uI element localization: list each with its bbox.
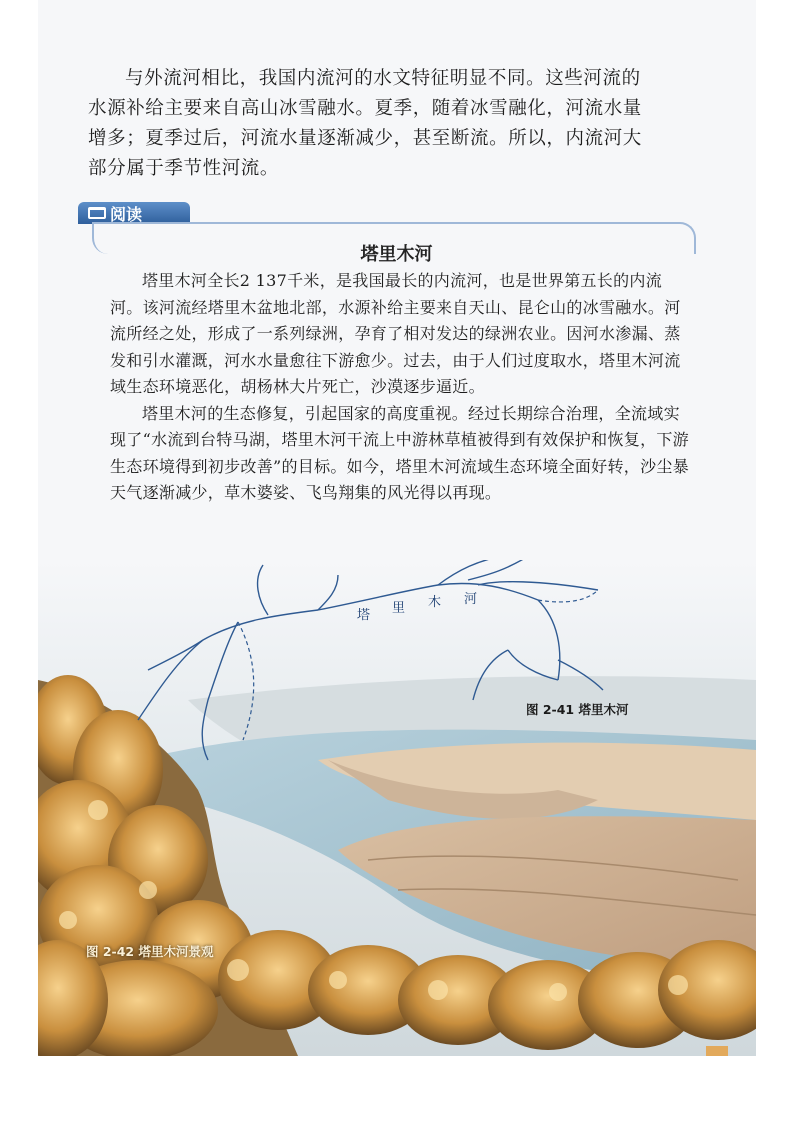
map-river-char-1: 塔 <box>357 608 371 623</box>
map-river-char-4: 河 <box>464 592 478 607</box>
figure-2-42-caption: 图 2-42 塔里木河景观 <box>86 944 214 959</box>
book-icon <box>88 207 106 219</box>
reading-badge <box>78 202 190 224</box>
reading-badge-label: 阅读 <box>110 204 143 224</box>
map-river-char-2: 里 <box>392 601 406 616</box>
intro-paragraph <box>88 64 648 184</box>
reading-body <box>110 268 690 507</box>
map-river-char-3: 木 <box>428 595 442 610</box>
tarim-river-landscape-photo <box>38 560 756 1056</box>
reading-paragraph-2: 塔里木河的生态修复，引起国家的高度重视。经过长期综合治理，全流域实现了“水流到台特马湖，塔里木河干流上中游林草植被得到有效保护和恢复，下游生态环境得到初步改善”的目标。如今，塔里木河流域生态环境全面好转，沙尘暴天气逐渐减少，草木婆娑、飞鸟翔集的风光得以再现。 <box>110 403 689 502</box>
page-corner-tab <box>706 1046 728 1056</box>
reading-title: 塔里木河 <box>360 244 433 265</box>
intro-text: 与外流河相比，我国内流河的水文特征明显不同。这些河流的水源补给主要来自高山冰雪融水。夏季，随着冰雪融化，河流水量增多；夏季过后，河流水量逐渐减少，甚至断流。所以，内流河大部分属于季节性河流。 <box>88 68 642 179</box>
reading-paragraph-1: 塔里木河全长2 137千米，是我国最长的内流河，也是世界第五长的内流河。该河流经塔里木盆地北部，水源补给主要来自天山、昆仑山的冰雪融水。河流所经之处，形成了一系列绿洲，孕育了相对发达的绿洲农业。因河水渗漏、蒸发和引水灌溉，河水水量愈往下游愈少。过去，由于人们过度取水，塔里木河流域生态环境恶化，胡杨林大片死亡，沙漠逐步逼近。 <box>110 271 681 396</box>
figure-2-41-caption: 图 2-41 塔里木河 <box>526 702 629 717</box>
